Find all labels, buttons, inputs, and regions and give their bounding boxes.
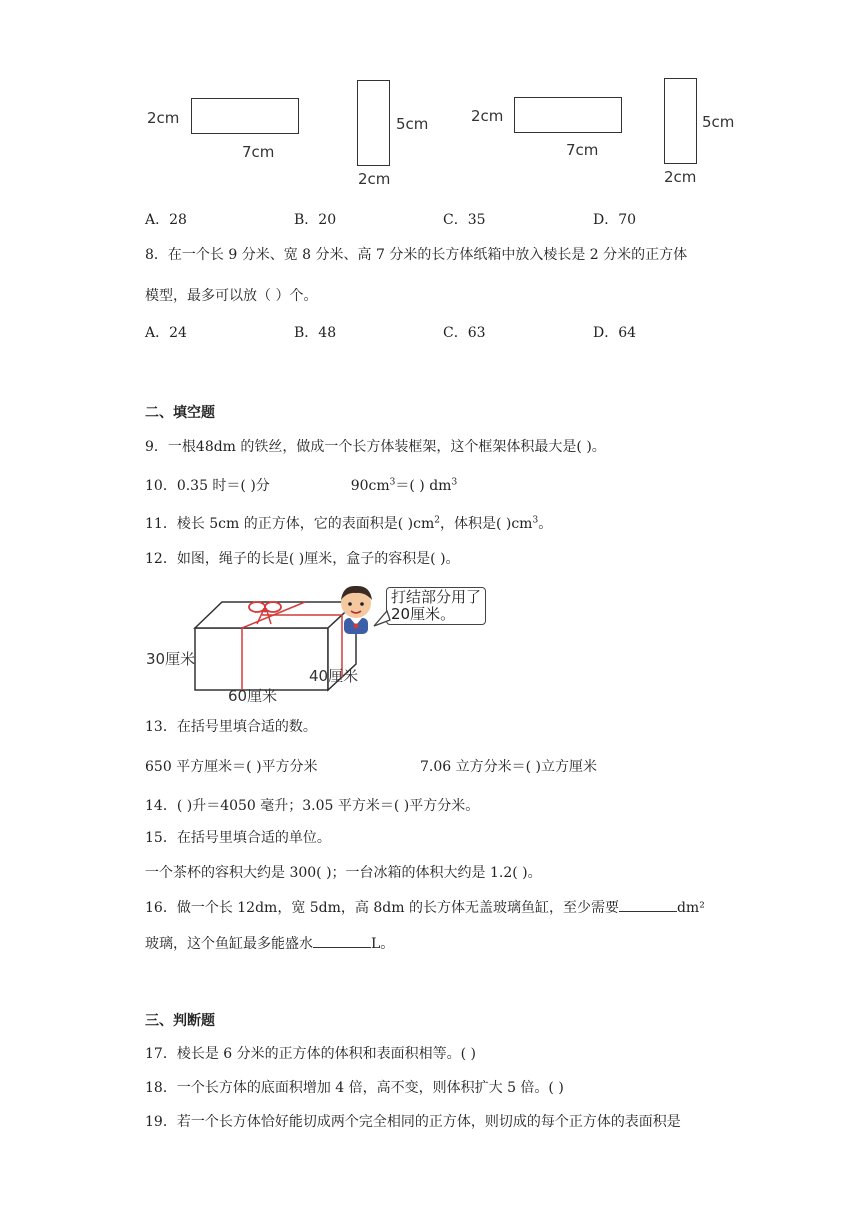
- speech-bubble-tail: [373, 610, 391, 628]
- q10-part1: 10．0.35 时＝( )分: [145, 478, 270, 494]
- q12-length-label: 60厘米: [228, 687, 278, 705]
- q16-blank-1: [619, 899, 677, 912]
- q7-option-c: C．35: [443, 212, 486, 228]
- q13-part-b: 7.06 立方分米＝( )立方厘米: [420, 759, 597, 775]
- q16-line2-text: 玻璃，这个鱼缸最多能盛水: [145, 936, 313, 952]
- q12-height-label: 30厘米: [146, 650, 196, 668]
- q19: 19．若一个长方体恰好能切成两个完全相同的正方体，则切成的每个正方体的表面积是: [145, 1114, 681, 1130]
- q12: 12．如图，绳子的长是( )厘米，盒子的容积是( )。: [145, 551, 460, 567]
- q18: 18．一个长方体的底面积增加 4 倍，高不变，则体积扩大 5 倍。( ): [145, 1080, 564, 1096]
- boy-icon: [341, 586, 372, 634]
- q15-title: 15．在括号里填合适的单位。: [145, 830, 331, 846]
- q11-part-c: 。: [538, 516, 553, 532]
- q8-option-d: D．64: [593, 325, 637, 341]
- q16-unit-1: dm²: [676, 900, 705, 916]
- fig4-side-label: 5cm: [702, 113, 735, 131]
- fig2-rectangle: [357, 80, 390, 166]
- q10-part2a: 90cm: [350, 478, 390, 494]
- q7-option-a: A．28: [145, 212, 187, 228]
- fig2-side-label: 5cm: [396, 115, 429, 133]
- q10: [145, 475, 457, 495]
- q8-line1: 8．在一个长 9 分米、宽 8 分米、高 7 分米的长方体纸箱中放入棱长是 2 分米的正方体: [145, 247, 688, 263]
- q11-part-b: ，体积是( )cm: [439, 516, 533, 532]
- q8-option-b: B．48: [294, 325, 337, 341]
- q16-line1: [145, 897, 705, 917]
- q7-option-d: D．70: [593, 212, 637, 228]
- q16-blank-2: [313, 935, 371, 948]
- q12-width-label: 40厘米: [309, 667, 359, 685]
- q14: 14．( )升＝4050 毫升；3.05 平方米＝( )平方分米。: [145, 798, 480, 814]
- q11-part-a: 11．棱长 5cm 的正方体，它的表面积是( )cm: [145, 516, 435, 532]
- fig4-rectangle: [664, 78, 697, 164]
- q10-sup2: 3: [451, 477, 458, 488]
- q10-sup1: 3: [389, 477, 396, 488]
- fig1-rectangle: [191, 98, 299, 134]
- q8-line2: 模型，最多可以放（ ）个。: [145, 288, 318, 304]
- q16-line1-text: 16．做一个长 12dm，宽 5dm，高 8dm 的长方体无盖玻璃鱼缸，至少需要: [145, 900, 619, 916]
- fig1-side-label: 2cm: [147, 109, 180, 127]
- q8-option-a: A．24: [145, 325, 187, 341]
- fig1-bottom-label: 7cm: [242, 143, 275, 161]
- q16-unit-2: L。: [371, 936, 395, 952]
- q11-sup-b: 3: [532, 515, 539, 526]
- q9: 9．一根48dm 的铁丝，做成一个长方体装框架，这个框架体积最大是( )。: [145, 439, 606, 455]
- q7-option-b: B．20: [294, 212, 337, 228]
- q13-title: 13．在括号里填合适的数。: [145, 719, 317, 735]
- section3-title: 三、判断题: [145, 1013, 215, 1029]
- speech-line-1: 打结部分用了: [391, 588, 482, 606]
- q11: [145, 513, 552, 533]
- q15-line: 一个茶杯的容积大约是 300( )；一台冰箱的体积大约是 1.2( )。: [145, 865, 542, 881]
- q17: 17．棱长是 6 分米的正方体的体积和表面积相等。( ): [145, 1046, 476, 1062]
- q12-speech-bubble: [386, 587, 486, 625]
- fig4-bottom-label: 2cm: [664, 168, 697, 186]
- q16-line2: [145, 933, 394, 953]
- fig3-side-label: 2cm: [471, 107, 504, 125]
- q13-part-a: 650 平方厘米＝( )平方分米: [145, 759, 318, 775]
- fig3-bottom-label: 7cm: [566, 141, 599, 159]
- fig2-bottom-label: 2cm: [358, 170, 391, 188]
- speech-line-2: 20厘米。: [391, 605, 456, 623]
- q11-sup-a: 2: [434, 515, 440, 526]
- q8-option-c: C．63: [443, 325, 486, 341]
- section2-title: 二、填空题: [145, 405, 215, 421]
- q10-part2b: ＝( ) dm: [395, 478, 452, 494]
- fig3-rectangle: [514, 97, 622, 133]
